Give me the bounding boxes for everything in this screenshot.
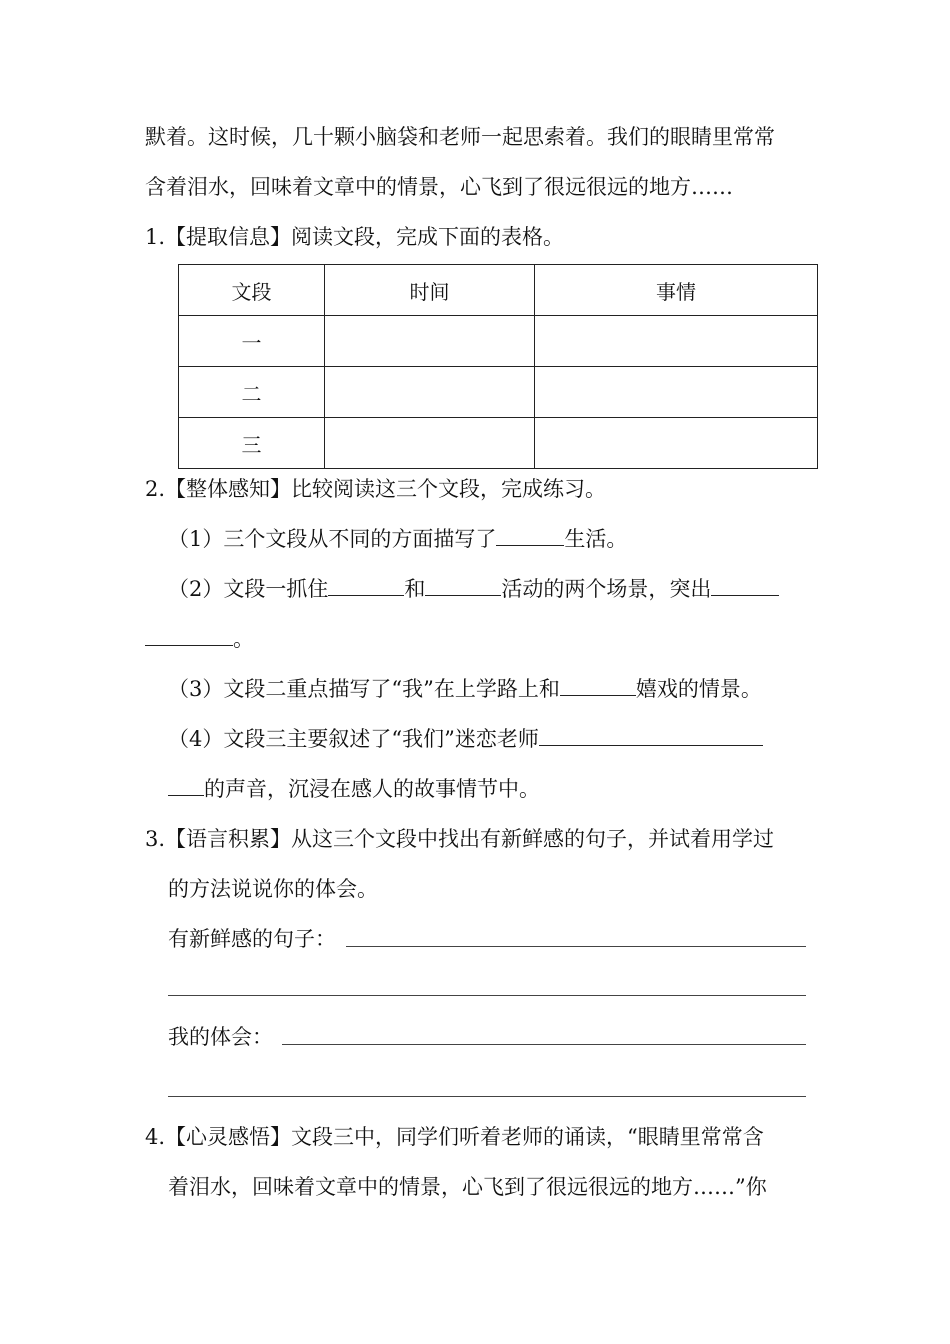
question-2-text: 2.【整体感知】比较阅读这三个文段，完成练习。 xyxy=(145,477,607,501)
row-label: 三 xyxy=(179,418,325,469)
passage-line-2: 含着泪水，回味着文章中的情景，心飞到了很远很远的地方…… xyxy=(145,175,733,199)
time-cell[interactable] xyxy=(325,418,535,469)
q2-sub4-part-b: 的声音，沉浸在感人的故事情节中。 xyxy=(204,777,540,801)
answer-blank[interactable] xyxy=(425,575,501,596)
question-4-text-2: 着泪水，回味着文章中的情景，心飞到了很远很远的地方……”你 xyxy=(168,1175,767,1199)
event-cell[interactable] xyxy=(535,367,818,418)
feeling-answer-line-2[interactable] xyxy=(168,1096,806,1097)
q2-sub2-part-a: （2）文段一抓住 xyxy=(168,577,329,601)
row-label: 二 xyxy=(179,367,325,418)
table-row xyxy=(179,418,818,469)
table-row xyxy=(179,316,818,367)
answer-blank[interactable] xyxy=(168,775,204,796)
sentence-answer-line[interactable] xyxy=(346,946,806,947)
q2-sub2-part-b: 和 xyxy=(404,577,426,601)
header-passage: 文段 xyxy=(179,265,325,316)
answer-blank[interactable] xyxy=(145,625,233,646)
event-cell[interactable] xyxy=(535,418,818,469)
q2-sub3-part-a: （3）文段二重点描写了“我”在上学路上和 xyxy=(168,677,560,701)
sentence-label: 有新鲜感的句子： xyxy=(168,927,336,951)
answer-blank[interactable] xyxy=(328,575,404,596)
q2-sub3 xyxy=(168,674,762,704)
q2-sub1-part-a: （1）三个文段从不同的方面描写了 xyxy=(168,527,497,551)
question-1-text: 1.【提取信息】阅读文段，完成下面的表格。 xyxy=(145,225,565,249)
feeling-answer-line[interactable] xyxy=(282,1044,806,1045)
q2-sub2-part-d: 。 xyxy=(233,627,254,651)
event-cell[interactable] xyxy=(535,316,818,367)
table-header-row xyxy=(179,265,818,316)
answer-blank[interactable] xyxy=(496,525,564,546)
question-3-text-1: 3.【语言积累】从这三个文段中找出有新鲜感的句子，并试着用学过 xyxy=(145,827,775,851)
time-cell[interactable] xyxy=(325,316,535,367)
sentence-answer-line-2[interactable] xyxy=(168,995,806,996)
answer-blank[interactable] xyxy=(560,675,636,696)
table-row xyxy=(179,367,818,418)
time-cell[interactable] xyxy=(325,367,535,418)
info-table xyxy=(178,264,818,469)
q2-sub2 xyxy=(168,574,779,604)
q2-sub1-part-b: 生活。 xyxy=(564,527,628,551)
answer-blank[interactable] xyxy=(539,725,763,746)
question-4-text-1: 4.【心灵感悟】文段三中，同学们听着老师的诵读，“眼睛里常常含 xyxy=(145,1125,764,1149)
question-3-text-2: 的方法说说你的体会。 xyxy=(168,877,378,901)
passage-line-1: 默着。这时候，几十颗小脑袋和老师一起思索着。我们的眼睛里常常 xyxy=(145,125,775,149)
q2-sub2-continued xyxy=(145,624,254,654)
q2-sub1 xyxy=(168,524,627,554)
q2-sub4-part-a: （4）文段三主要叙述了“我们”迷恋老师 xyxy=(168,727,539,751)
feeling-label: 我的体会： xyxy=(168,1025,273,1049)
q2-sub4-continued xyxy=(168,774,540,804)
answer-blank[interactable] xyxy=(711,575,779,596)
q2-sub4 xyxy=(168,724,763,754)
header-event: 事情 xyxy=(535,265,818,316)
q2-sub3-part-b: 嬉戏的情景。 xyxy=(635,677,762,701)
row-label: 一 xyxy=(179,316,325,367)
q2-sub2-part-c: 活动的两个场景，突出 xyxy=(501,577,712,601)
header-time: 时间 xyxy=(325,265,535,316)
